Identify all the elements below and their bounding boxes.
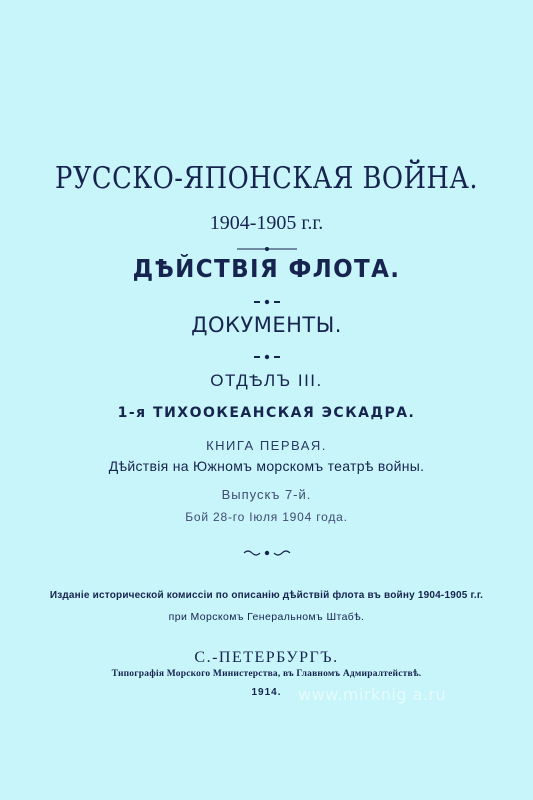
divider-ornament bbox=[0, 348, 533, 364]
general-staff-note: при Морскомъ Генеральномъ Штабѣ. bbox=[168, 611, 365, 623]
publication-year: 1914. bbox=[251, 687, 282, 698]
issue-number: Выпускъ 7-й. bbox=[221, 487, 312, 502]
section-number: ОТДѢЛЪ III. bbox=[210, 371, 323, 390]
war-years: 1904-1905 г.г. bbox=[209, 212, 324, 234]
documents-heading: ДОКУМЕНТЫ. bbox=[191, 313, 342, 337]
site-watermark: www.mirknig a.ru bbox=[298, 685, 447, 704]
battle-date: Бой 28-го Іюля 1904 года. bbox=[185, 510, 348, 524]
decorative-flourish bbox=[0, 545, 533, 561]
squadron-name: 1-я ТИХООКЕАНСКАЯ ЭСКАДРА. bbox=[117, 405, 416, 421]
theatre-subtitle: Дѣйствія на Южномъ морскомъ театрѣ войны. bbox=[108, 458, 425, 474]
divider-ornament bbox=[0, 293, 533, 309]
book-title: РУССКО-ЯПОНСКАЯ ВОЙНА. bbox=[55, 161, 478, 196]
edition-note: Изданіе исторической комиссіи по описанію дѣйствій флота въ войну 1904-1905 г.г. bbox=[49, 590, 484, 601]
publication-city: С.-ПЕТЕРБУРГЪ. bbox=[194, 649, 339, 666]
printer-note: Типографія Морского Министерства, въ Главномъ Адмиралтействѣ. bbox=[111, 669, 422, 679]
book-number: КНИГА ПЕРВАЯ. bbox=[206, 438, 327, 453]
fleet-actions-heading: ДѢЙСТВІЯ ФЛОТА. bbox=[132, 254, 401, 283]
